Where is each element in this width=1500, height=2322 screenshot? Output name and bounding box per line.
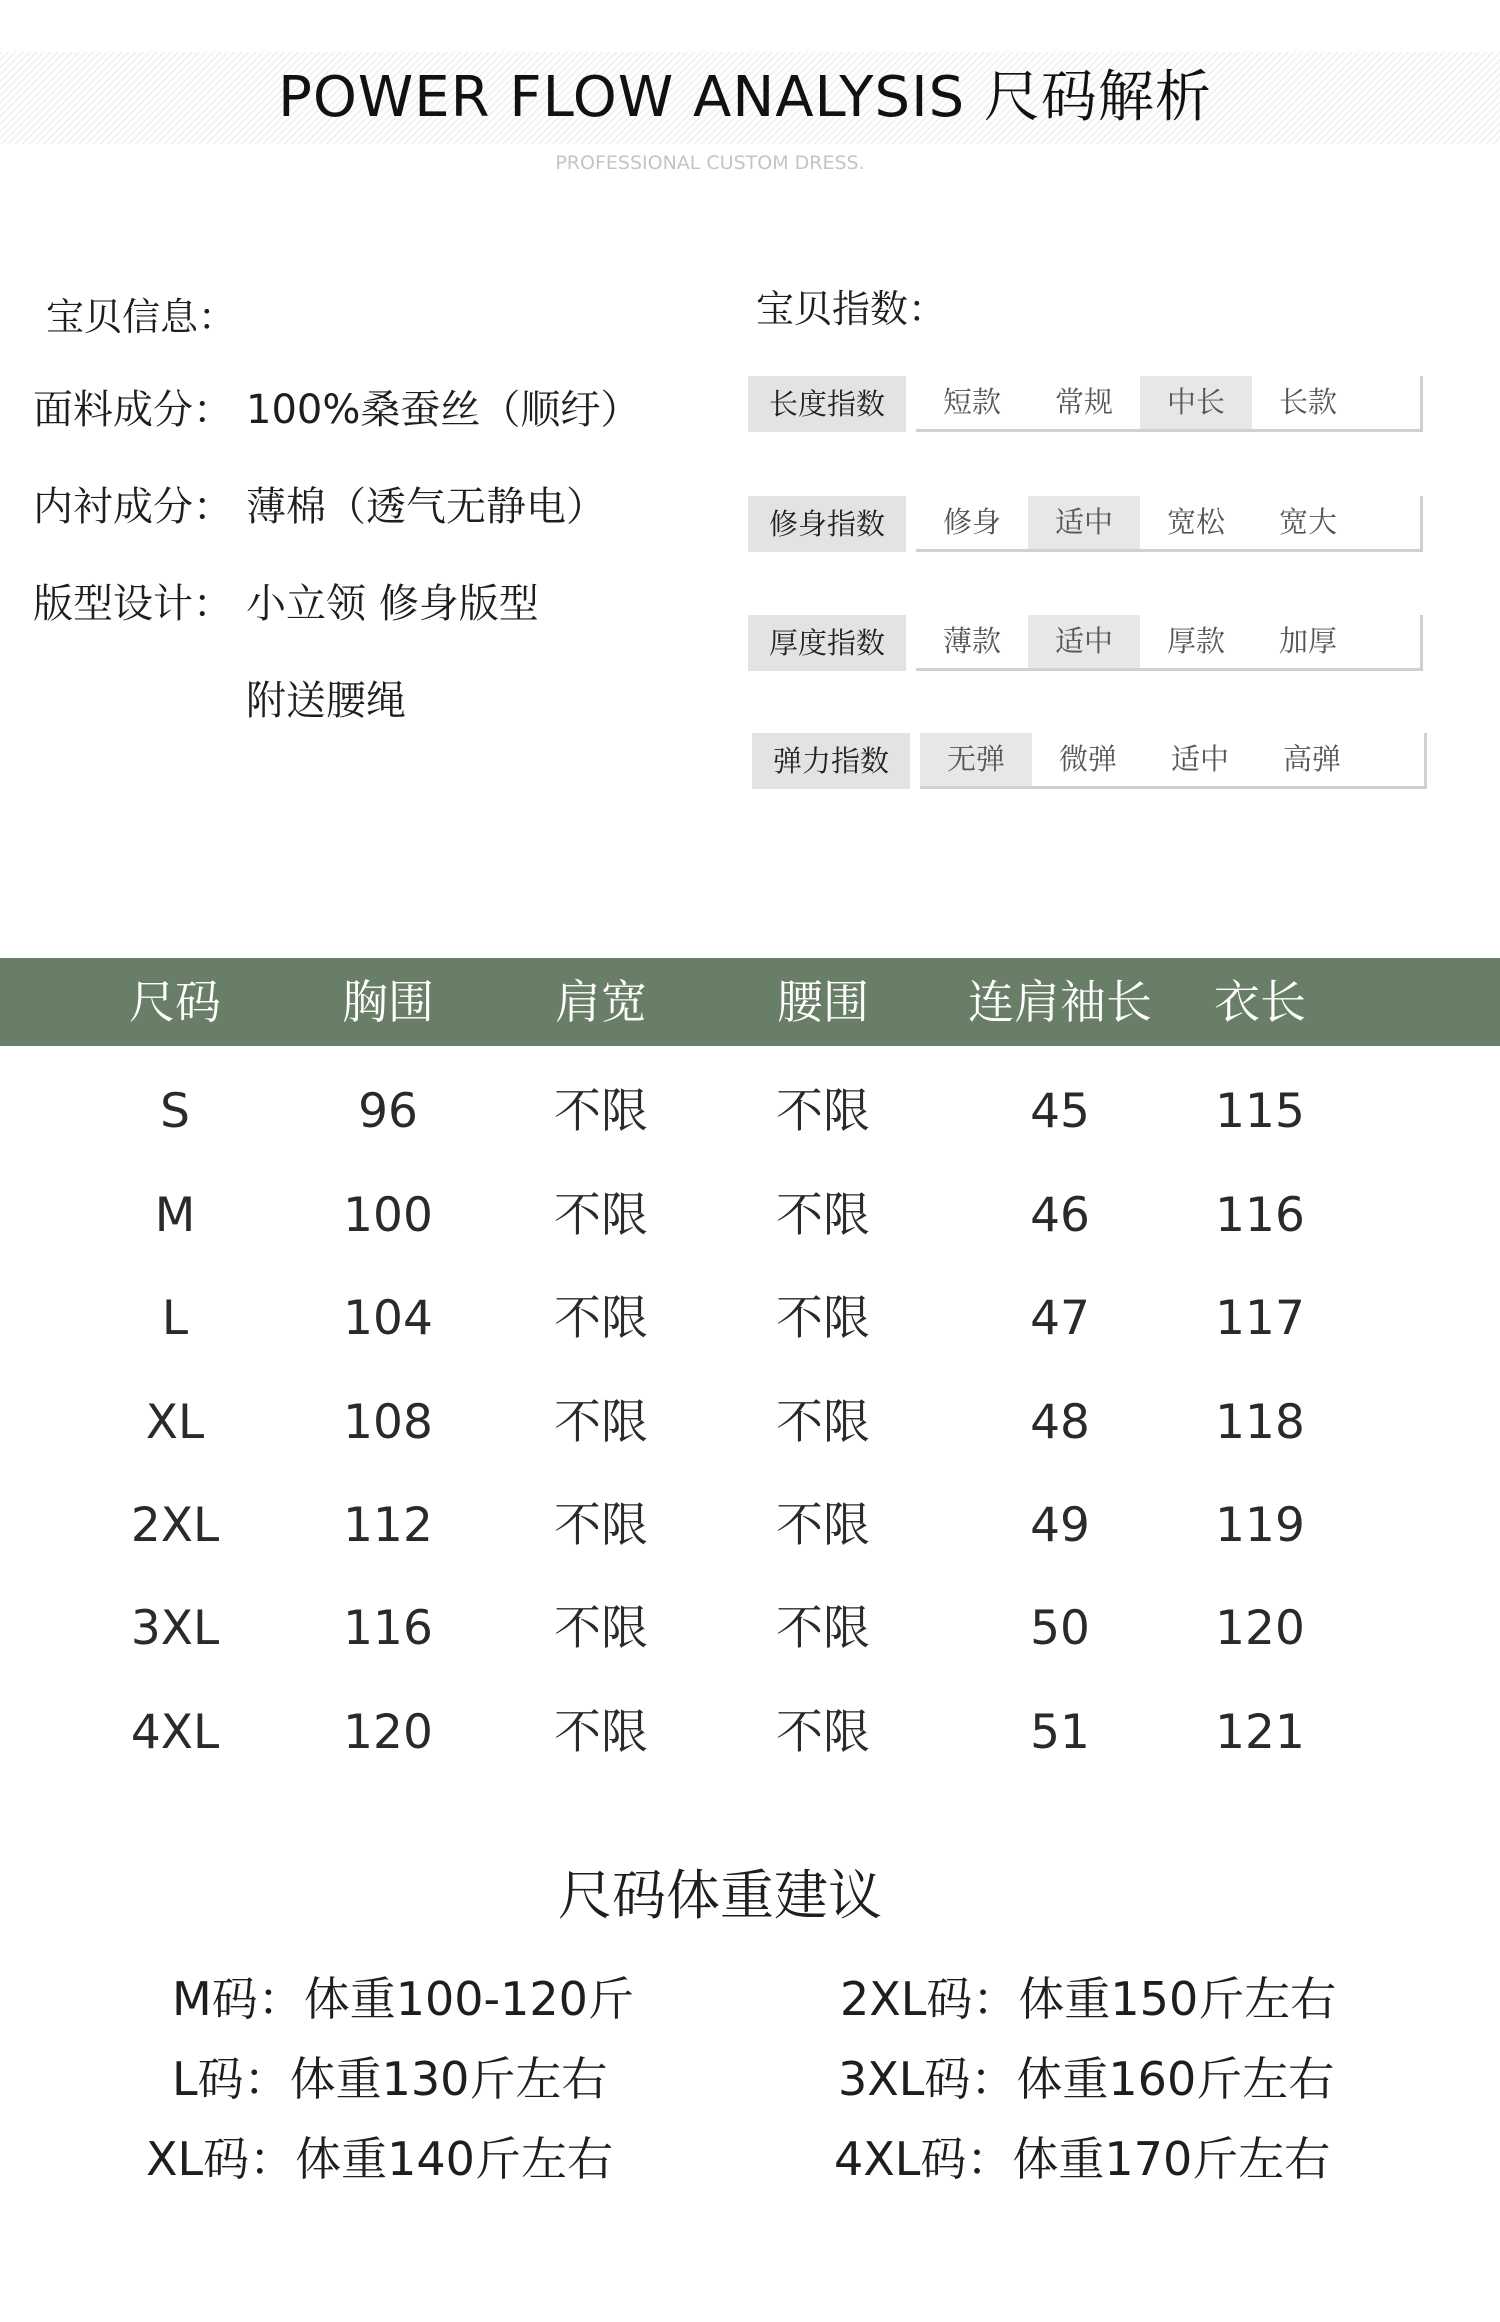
cell-shoulder: 不限 [554, 1601, 648, 1656]
cell-waist: 不限 [776, 1188, 870, 1243]
info-value: 薄棉（透气无静电） [246, 484, 606, 530]
cell-size: 4XL [130, 1705, 220, 1760]
cell-sleeve: 49 [1030, 1498, 1090, 1553]
info-row-lining [33, 479, 606, 535]
info-value: 小立领 修身版型 [246, 581, 539, 627]
index-row-thickness [748, 615, 1423, 673]
info-row-design [33, 576, 539, 632]
weight-item: 2XL码：体重150斤左右 [840, 1972, 1337, 2026]
cell-waist: 不限 [776, 1705, 870, 1760]
index-option: 厚款 [1166, 624, 1225, 658]
index-label: 弹力指数 [752, 733, 910, 789]
cell-sleeve: 51 [1030, 1705, 1090, 1760]
info-label: 内衬成分： [33, 484, 233, 530]
index-label: 修身指数 [748, 496, 906, 552]
cell-sleeve: 50 [1030, 1601, 1090, 1656]
cell-sleeve: 46 [1030, 1188, 1090, 1243]
cell-size: L [161, 1291, 189, 1346]
info-label: 面料成分： [33, 387, 233, 433]
cell-size: 3XL [130, 1601, 220, 1656]
weight-item: 3XL码：体重160斤左右 [838, 2052, 1335, 2106]
cell-chest: 100 [343, 1188, 433, 1243]
cell-chest: 96 [358, 1084, 418, 1139]
index-option: 适中 [1170, 742, 1229, 776]
weight-item: 4XL码：体重170斤左右 [834, 2132, 1331, 2186]
cell-shoulder: 不限 [554, 1395, 648, 1450]
cell-size: XL [145, 1395, 205, 1450]
cell-length: 117 [1215, 1291, 1305, 1346]
cell-length: 119 [1215, 1498, 1305, 1553]
weight-suggestion-title: 尺码体重建议 [558, 1864, 882, 1927]
index-option-selected: 中长 [1140, 376, 1252, 429]
cell-chest: 108 [343, 1395, 433, 1450]
info-row-fabric [33, 382, 640, 438]
column-header-size: 尺码 [129, 975, 221, 1029]
cell-length: 120 [1215, 1601, 1305, 1656]
cell-chest: 104 [343, 1291, 433, 1346]
cell-size: S [160, 1084, 190, 1139]
size-table-header [0, 958, 1500, 1046]
cell-shoulder: 不限 [554, 1498, 648, 1553]
info-extra: 附送腰绳 [246, 678, 406, 724]
cell-sleeve: 45 [1030, 1084, 1090, 1139]
index-option: 短款 [942, 385, 1001, 419]
index-option-selected: 适中 [1028, 496, 1140, 549]
cell-waist: 不限 [776, 1395, 870, 1450]
index-row-fit [748, 496, 1423, 554]
column-header-chest: 胸围 [342, 975, 434, 1029]
index-option: 高弹 [1282, 742, 1341, 776]
cell-waist: 不限 [776, 1291, 870, 1346]
index-row-length [748, 376, 1423, 434]
cell-length: 121 [1215, 1705, 1305, 1760]
cell-waist: 不限 [776, 1601, 870, 1656]
info-value: 100%桑蚕丝（顺纡） [246, 387, 641, 433]
column-header-length: 衣长 [1214, 975, 1306, 1029]
index-option: 宽大 [1278, 505, 1337, 539]
cell-shoulder: 不限 [554, 1291, 648, 1346]
index-option: 长款 [1278, 385, 1337, 419]
index-option-selected: 适中 [1028, 615, 1140, 668]
cell-shoulder: 不限 [554, 1084, 648, 1139]
index-option: 修身 [942, 505, 1001, 539]
cell-size: 2XL [130, 1498, 220, 1553]
column-header-waist: 腰围 [777, 975, 869, 1029]
column-header-sleeve: 连肩袖长 [968, 975, 1152, 1029]
product-info-heading: 宝贝信息： [46, 295, 237, 339]
index-label: 厚度指数 [748, 615, 906, 671]
cell-shoulder: 不限 [554, 1705, 648, 1760]
weight-item: L码：体重130斤左右 [172, 2052, 608, 2106]
index-option-selected: 无弹 [920, 733, 1032, 786]
cell-sleeve: 47 [1030, 1291, 1090, 1346]
index-option: 薄款 [942, 624, 1001, 658]
index-heading: 宝贝指数： [756, 287, 947, 331]
cell-waist: 不限 [776, 1498, 870, 1553]
cell-length: 115 [1215, 1084, 1305, 1139]
index-row-elasticity [752, 733, 1427, 791]
cell-waist: 不限 [776, 1084, 870, 1139]
index-scale [916, 615, 1423, 671]
cell-shoulder: 不限 [554, 1188, 648, 1243]
index-scale [916, 376, 1423, 432]
page-title: POWER FLOW ANALYSIS 尺码解析 [278, 65, 1212, 130]
page-subtitle: PROFESSIONAL CUSTOM DRESS. [555, 152, 865, 174]
column-header-shoulder: 肩宽 [555, 975, 647, 1029]
cell-length: 118 [1215, 1395, 1305, 1450]
index-option: 宽松 [1166, 505, 1225, 539]
info-label: 版型设计： [33, 581, 233, 627]
index-label: 长度指数 [748, 376, 906, 432]
weight-item: XL码：体重140斤左右 [146, 2132, 613, 2186]
index-option: 常规 [1054, 385, 1113, 419]
cell-chest: 116 [343, 1601, 433, 1656]
index-scale [920, 733, 1427, 789]
cell-sleeve: 48 [1030, 1395, 1090, 1450]
index-option: 微弹 [1058, 742, 1117, 776]
cell-length: 116 [1215, 1188, 1305, 1243]
index-option: 加厚 [1278, 624, 1337, 658]
index-scale [916, 496, 1423, 552]
cell-size: M [154, 1188, 196, 1243]
weight-item: M码：体重100-120斤 [172, 1972, 634, 2026]
cell-chest: 112 [343, 1498, 433, 1553]
cell-chest: 120 [343, 1705, 433, 1760]
